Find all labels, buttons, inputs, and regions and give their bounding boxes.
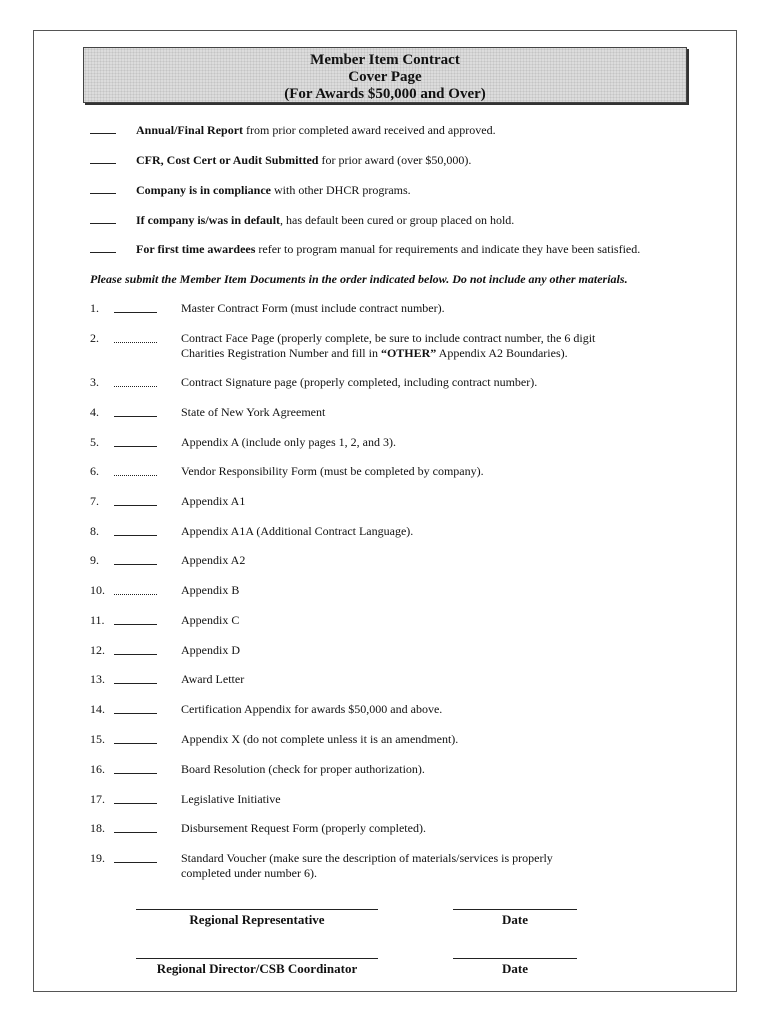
checklist-item-first-time: [90, 242, 640, 257]
title-line-1: Member Item Contract: [310, 52, 460, 68]
item-text-line-2-pre: Charities Registration Number and fill in: [181, 346, 381, 360]
signature-line-representative[interactable]: [136, 909, 378, 910]
checklist-item-cfr: [90, 153, 471, 168]
item-number: 19.: [90, 851, 105, 865]
check-line[interactable]: [114, 535, 157, 536]
check-line[interactable]: [114, 713, 157, 714]
checklist-text: from prior completed award received and approved.: [243, 123, 496, 137]
item-number: 17.: [90, 792, 105, 806]
title-line-3: (For Awards $50,000 and Over): [284, 86, 486, 102]
title-line-2: Cover Page: [348, 69, 422, 85]
checklist-bold: If company is/was in default: [136, 213, 281, 227]
item-text: [181, 851, 651, 881]
item-number: 6.: [90, 464, 99, 478]
item-number: 16.: [90, 762, 105, 776]
check-line[interactable]: [114, 475, 157, 476]
item-number: 9.: [90, 553, 99, 567]
item-text: [181, 331, 651, 361]
check-line[interactable]: [114, 416, 157, 417]
item-text: Appendix A1A (Additional Contract Language).: [181, 524, 414, 538]
item-text: Master Contract Form (must include contract number).: [181, 301, 445, 315]
item-text: Appendix X (do not complete unless it is an amendment).: [181, 732, 459, 746]
checkbox-blank[interactable]: [90, 153, 116, 164]
title-box: [83, 47, 687, 103]
item-text: Board Resolution (check for proper authorization).: [181, 762, 425, 776]
item-number: 7.: [90, 494, 99, 508]
item-text: Award Letter: [181, 672, 245, 686]
item-text-line-1: Standard Voucher (make sure the description of materials/services is properly: [181, 851, 553, 865]
item-number: 14.: [90, 702, 105, 716]
item-text: Appendix C: [181, 613, 240, 627]
item-text: Appendix D: [181, 643, 240, 657]
instruction-text: Please submit the Member Item Documents in the order indicated below. Do not include any other materials.: [90, 272, 628, 286]
item-number: 3.: [90, 375, 99, 389]
item-text: Disbursement Request Form (properly completed).: [181, 821, 426, 835]
checklist-item-compliance: [90, 183, 411, 198]
item-text: Legislative Initiative: [181, 792, 281, 806]
item-number: 13.: [90, 672, 105, 686]
item-number: 10.: [90, 583, 105, 597]
item-number: 18.: [90, 821, 105, 835]
check-line[interactable]: [114, 624, 157, 625]
item-text: Appendix A1: [181, 494, 246, 508]
item-number: 15.: [90, 732, 105, 746]
item-text: State of New York Agreement: [181, 405, 326, 419]
check-line[interactable]: [114, 683, 157, 684]
checklist-item-annual-report: [90, 123, 496, 138]
item-number: 11.: [90, 613, 105, 627]
check-line[interactable]: [114, 505, 157, 506]
date-line-1[interactable]: [453, 909, 577, 910]
check-line[interactable]: [114, 773, 157, 774]
check-line[interactable]: [114, 312, 157, 313]
check-line[interactable]: [114, 564, 157, 565]
check-line[interactable]: [114, 743, 157, 744]
item-number: 5.: [90, 435, 99, 449]
regional-representative-label: Regional Representative: [189, 912, 325, 927]
checklist-text: with other DHCR programs.: [271, 183, 411, 197]
check-line[interactable]: [114, 832, 157, 833]
item-text: Appendix A (include only pages 1, 2, and 3).: [181, 435, 396, 449]
page-border: [33, 30, 737, 992]
date-label-2: Date: [502, 961, 528, 976]
date-line-2[interactable]: [453, 958, 577, 959]
signature-line-director[interactable]: [136, 958, 378, 959]
item-text: Vendor Responsibility Form (must be completed by company).: [181, 464, 484, 478]
item-text: Appendix A2: [181, 553, 246, 567]
item-text: Contract Signature page (properly completed, including contract number).: [181, 375, 538, 389]
check-line[interactable]: [114, 862, 157, 863]
checklist-bold: Annual/Final Report: [136, 123, 244, 137]
check-line[interactable]: [114, 342, 157, 343]
check-line[interactable]: [114, 386, 157, 387]
item-number: 1.: [90, 301, 99, 315]
item-number: 2.: [90, 331, 99, 345]
item-text: Appendix B: [181, 583, 240, 597]
checklist-bold: For first time awardees: [136, 242, 256, 256]
checklist-text: , has default been cured or group placed on hold.: [280, 213, 515, 227]
item-number: 8.: [90, 524, 99, 538]
item-text: Certification Appendix for awards $50,000 and above.: [181, 702, 443, 716]
item-number: 12.: [90, 643, 105, 657]
item-text-line-2: completed under number 6).: [181, 866, 317, 880]
check-line[interactable]: [114, 803, 157, 804]
check-line[interactable]: [114, 594, 157, 595]
item-text-line-2-post: Appendix A2 Boundaries).: [436, 346, 568, 360]
checklist-text: for prior award (over $50,000).: [318, 153, 472, 167]
item-text-line-1: Contract Face Page (properly complete, be sure to include contract number, the 6 digit: [181, 331, 596, 345]
date-label-1: Date: [502, 912, 528, 927]
checkbox-blank[interactable]: [90, 123, 116, 134]
item-number: 4.: [90, 405, 99, 419]
check-line[interactable]: [114, 446, 157, 447]
checkbox-blank[interactable]: [90, 183, 116, 194]
checklist-item-default: [90, 213, 514, 228]
checklist-text: refer to program manual for requirements and indicate they have been satisfied.: [255, 242, 641, 256]
regional-director-label: Regional Director/CSB Coordinator: [156, 961, 358, 976]
item-text-bold: “OTHER”: [380, 346, 437, 360]
checklist-bold: CFR, Cost Cert or Audit Submitted: [136, 153, 319, 167]
check-line[interactable]: [114, 654, 157, 655]
checkbox-blank[interactable]: [90, 213, 116, 224]
checkbox-blank[interactable]: [90, 242, 116, 253]
checklist-bold: Company is in compliance: [136, 183, 272, 197]
